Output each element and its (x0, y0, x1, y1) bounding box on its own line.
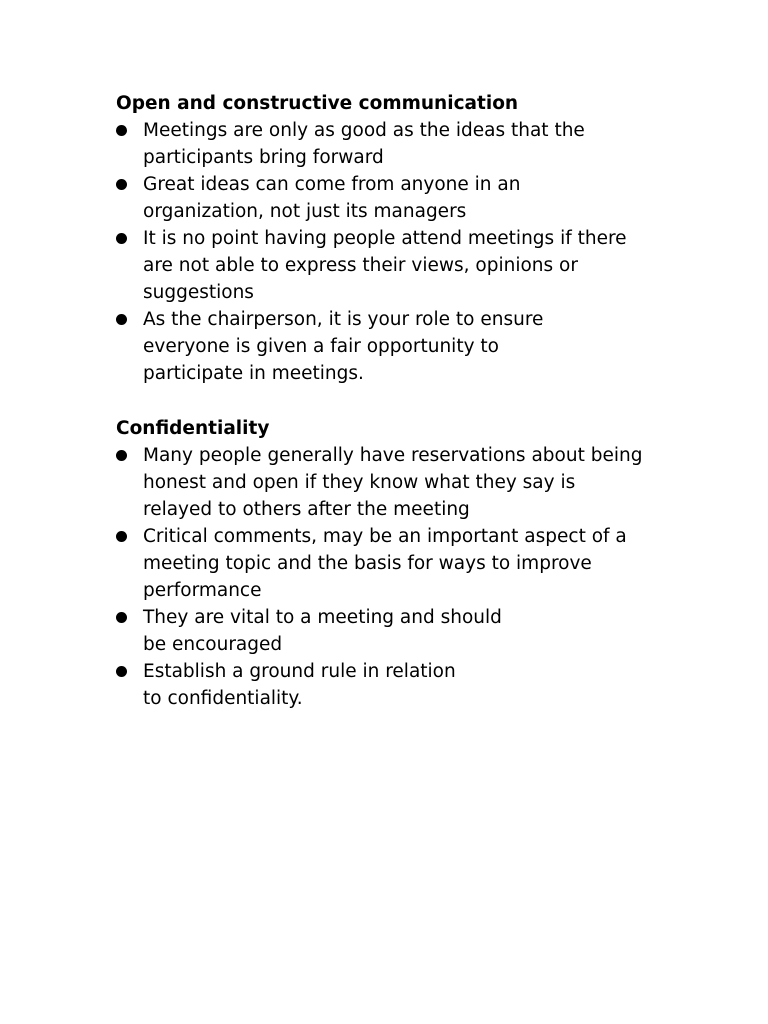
list-item-text: participants bring forward (143, 147, 384, 168)
list-item-text: be encouraged (143, 634, 283, 655)
list-item-text: meeting topic and the basis for ways to improve (143, 553, 592, 574)
list-item-text: to confidentiality. (143, 688, 303, 709)
list-item-text: participate in meetings. (143, 363, 364, 384)
list-item-text: suggestions (143, 282, 254, 303)
bullet-icon (116, 179, 127, 190)
list-item-text: organization, not just its managers (143, 201, 467, 222)
list-item-text: Establish a ground rule in relation (143, 661, 456, 682)
list-item-text: They are vital to a meeting and should (143, 607, 502, 628)
list-item (116, 171, 676, 225)
section-open-communication (116, 90, 676, 387)
bullet-list (116, 117, 676, 387)
list-item (116, 225, 676, 306)
section-heading: Open and constructive communication (116, 93, 519, 114)
list-item (116, 117, 676, 171)
bullet-icon (116, 612, 127, 623)
list-item (116, 658, 676, 712)
list-item-text: Great ideas can come from anyone in an (143, 174, 521, 195)
section-heading: Confidentiality (116, 418, 270, 439)
list-item (116, 523, 676, 604)
bullet-list (116, 442, 676, 712)
list-item-text: Many people generally have reservations about being (143, 445, 643, 466)
list-item-text: honest and open if they know what they say is (143, 472, 576, 493)
list-item (116, 604, 676, 658)
bullet-icon (116, 233, 127, 244)
bullet-icon (116, 314, 127, 325)
list-item (116, 306, 676, 387)
list-item-text: It is no point having people attend meetings if there (143, 228, 627, 249)
list-item-text: performance (143, 580, 262, 601)
list-item-text: Critical comments, may be an important aspect of a (143, 526, 627, 547)
list-item-text: As the chairperson, it is your role to ensure (143, 309, 544, 330)
list-item-text: everyone is given a fair opportunity to (143, 336, 499, 357)
bullet-icon (116, 666, 127, 677)
list-item-text: Meetings are only as good as the ideas that the (143, 120, 585, 141)
list-item (116, 442, 676, 523)
bullet-icon (116, 450, 127, 461)
bullet-icon (116, 125, 127, 136)
list-item-text: relayed to others after the meeting (143, 499, 470, 520)
list-item-text: are not able to express their views, opinions or (143, 255, 578, 276)
bullet-icon (116, 531, 127, 542)
section-confidentiality (116, 415, 676, 712)
